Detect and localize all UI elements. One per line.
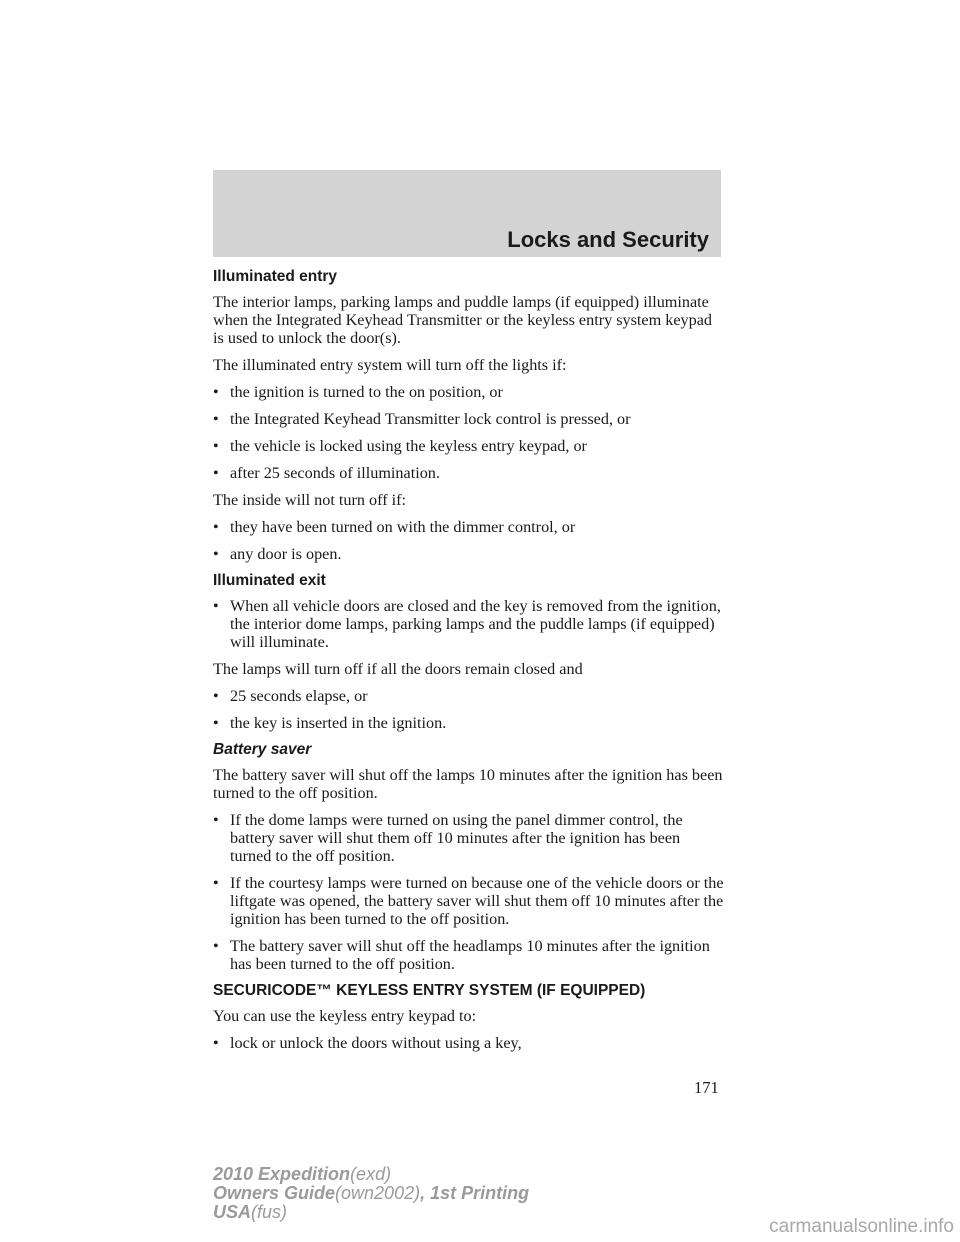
list-item: • If the dome lamps were turned on using the panel dimmer control, the battery saver will shut them off 10 minutes after the ignition has been turned to the off position. bbox=[213, 811, 725, 865]
section-title: Locks and Security bbox=[507, 227, 709, 252]
footer-line bbox=[213, 1165, 529, 1184]
bullet-list bbox=[213, 518, 725, 563]
footer-printing: , 1st Printing bbox=[420, 1183, 530, 1203]
heading-illuminated-exit: Illuminated exit bbox=[213, 572, 326, 589]
bullet-list bbox=[213, 383, 725, 482]
list-item: • any door is open. bbox=[213, 545, 725, 563]
footer-market-code: (fus) bbox=[251, 1202, 288, 1222]
heading-battery-saver: Battery saver bbox=[213, 741, 312, 758]
paragraph: The inside will not turn off if: bbox=[213, 491, 407, 509]
paragraph: The illuminated entry system will turn off the lights if: bbox=[213, 356, 567, 374]
list-item: • When all vehicle doors are closed and the key is removed from the ignition, the interior dome lamps, parking lamps and the puddle lamps (if equipped) will illuminate. bbox=[213, 597, 725, 651]
list-item: • the vehicle is locked using the keyless entry keypad, or bbox=[213, 437, 725, 455]
list-item: • lock or unlock the doors without using a key, bbox=[213, 1034, 725, 1052]
footer-guide-code: (own2002) bbox=[335, 1183, 421, 1203]
bullet-list bbox=[213, 687, 725, 732]
paragraph: The interior lamps, parking lamps and puddle lamps (if equipped) illuminate when the Integrated Keyhead Transmitter or the keyless entry system keypad is used to unlock the door(s). bbox=[213, 293, 712, 347]
footer-guide: Owners Guide bbox=[213, 1183, 336, 1203]
paragraph: The lamps will turn off if all the doors remain closed and bbox=[213, 660, 583, 678]
page-content bbox=[213, 268, 725, 1061]
section-header-bar bbox=[213, 170, 721, 257]
list-item: • the Integrated Keyhead Transmitter lock control is pressed, or bbox=[213, 410, 725, 428]
heading-securicode: SECURICODE™ KEYLESS ENTRY SYSTEM (IF EQUIPPED) bbox=[213, 982, 646, 999]
bullet-list bbox=[213, 811, 725, 973]
list-item: • they have been turned on with the dimmer control, or bbox=[213, 518, 725, 536]
heading-illuminated-entry: Illuminated entry bbox=[213, 268, 338, 285]
list-item: • 25 seconds elapse, or bbox=[213, 687, 725, 705]
footer-model: 2010 Expedition bbox=[213, 1164, 351, 1184]
bullet-list bbox=[213, 597, 725, 651]
list-item: • the ignition is turned to the on position, or bbox=[213, 383, 725, 401]
footer-line bbox=[213, 1184, 529, 1203]
footer-model-code: (exd) bbox=[350, 1164, 392, 1184]
bullet-list bbox=[213, 1034, 725, 1052]
page-number: 171 bbox=[694, 1078, 719, 1097]
list-item: • after 25 seconds of illumination. bbox=[213, 464, 725, 482]
list-item: • The battery saver will shut off the headlamps 10 minutes after the ignition has been turned to the off position. bbox=[213, 937, 725, 973]
footer-market: USA bbox=[213, 1202, 252, 1222]
watermark: carmanualsonline.info bbox=[769, 1216, 954, 1237]
paragraph: The battery saver will shut off the lamps 10 minutes after the ignition has been turned to the off position. bbox=[213, 766, 723, 802]
footer-line bbox=[213, 1203, 529, 1222]
list-item: • the key is inserted in the ignition. bbox=[213, 714, 725, 732]
footer-print-info bbox=[213, 1165, 529, 1222]
paragraph: You can use the keyless entry keypad to: bbox=[213, 1007, 477, 1025]
list-item: • If the courtesy lamps were turned on because one of the vehicle doors or the liftgate was opened, the battery saver will shut them off 10 minutes after the ignition has been turned to the off position. bbox=[213, 874, 725, 928]
